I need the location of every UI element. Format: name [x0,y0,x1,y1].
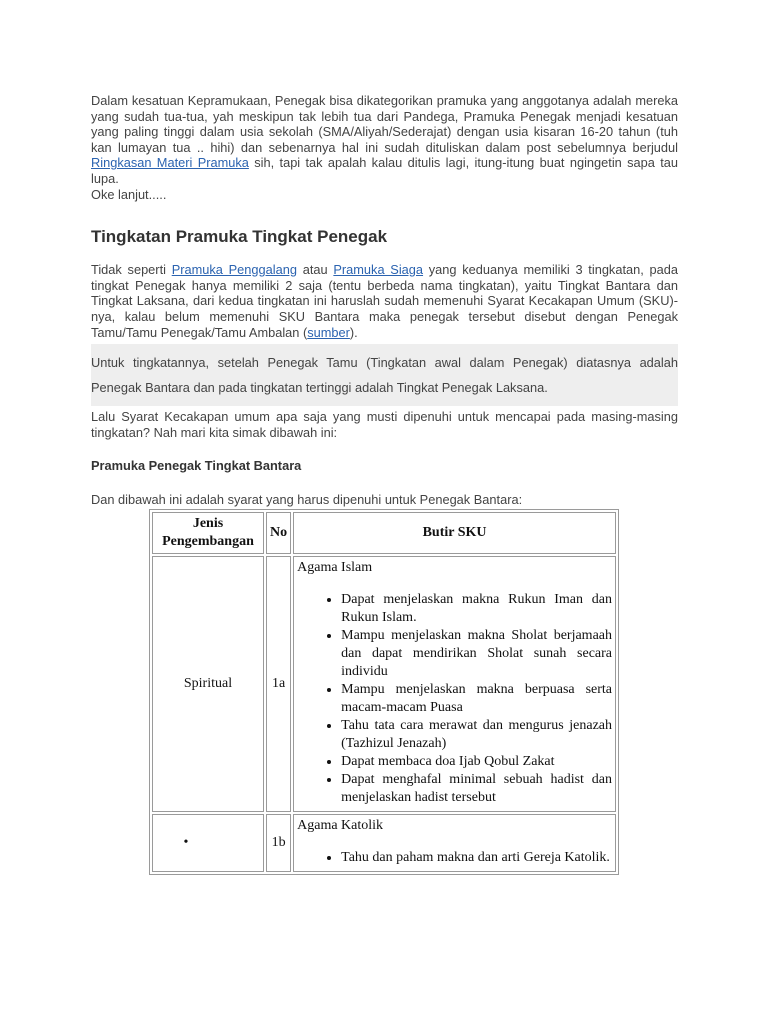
sku-intro-paragraph: Lalu Syarat Kecakapan umum apa saja yang musti dipenuhi untuk mencapai pada masing-masing tingkatan? Nah mari kita simak dibawah ini: [91,409,678,440]
header-no: No [266,512,291,554]
list-item: • Dapat membaca doa Ijab Qobul Zakat [341,753,612,771]
list-item: • Mampu menjelaskan makna Sholat berjamaah dan dapat mendirikan Sholat sunah secara individu [341,627,612,681]
list-item: • Mampu menjelaskan makna berpuasa serta macam-macam Puasa [341,681,612,717]
butir-cell [293,556,616,812]
ringkasan-materi-link[interactable]: Ringkasan Materi Pramuka [91,155,249,171]
table-row [152,556,616,812]
pramuka-penggalang-link[interactable]: Pramuka Penggalang [171,262,297,278]
intro-text: Dalam kesatuan Kepramukaan, Penegak bisa dikategorikan pramuka yang anggotanya adalah mereka yang sudah tua-tua, yah meskipun tak lebih tua dari Pandega, Pramuka Penegak menjadi kesatuan yang paling tinggi dalam usia sekolah (SMA/Aliyah/Sederajat) dengan usia kisaran 16-20 tahun (tuh kan lumayan tua .. hihi) dan sebenarnya hal ini sudah dituliskan dalam post sebelumnya berjudul [91,93,678,155]
section-heading: Tingkatan Pramuka Tingkat Penegak [91,227,388,247]
list-item: • Tahu tata cara merawat dan mengurus jenazah (Tazhizul Jenazah) [341,717,612,753]
table-row [152,814,616,872]
header-butir: Butir SKU [293,512,616,554]
tingkatan-text-2: atau [296,262,334,278]
list-item: • Tahu dan paham makna dan arti Gereja Katolik. [341,849,612,867]
intro-text-end: sih, tapi tak apalah kalau ditulis lagi, itung-itung buat ngingetin sapa tau lupa. [91,155,678,186]
no-cell: 1a [266,556,291,812]
sumber-link[interactable]: sumber [307,324,350,340]
tingkatan-text-1: Tidak seperti [91,262,172,278]
butir-title: Agama Katolik [297,818,384,833]
header-jenis: Jenis Pengembangan [152,512,264,554]
list-item: • Dapat menghafal minimal sebuah hadist dan menjelaskan hadist tersebut [341,771,612,807]
butir-list [297,849,612,867]
highlight-paragraph: Untuk tingkatannya, setelah Penegak Tamu (Tingkatan awal dalam Penegak) diatasnya adalah Penegak Bantara dan pada tingkatan tertinggi adalah Tingkat Penegak Laksana. [91,344,678,406]
bantara-subheading: Pramuka Penegak Tingkat Bantara [91,458,302,474]
pramuka-siaga-link[interactable]: Pramuka Siaga [333,262,424,278]
intro-continue-text: Oke lanjut..... [91,186,167,202]
butir-title: Agama Islam [297,560,373,575]
article-body [91,93,678,508]
list-item: • Dapat menjelaskan makna Rukun Iman dan Rukun Islam. [341,591,612,627]
jenis-cell: • [152,814,264,872]
tingkatan-text-4: ). [349,324,358,340]
sku-table [149,509,619,875]
butir-list [297,591,612,807]
tingkatan-text-3: yang keduanya memiliki 3 tingkatan, pada tingkat Penegak hanya memiliki 2 saja (tentu berbeda nama tingkatan), yaitu Tingkat Bantara dan Tingkat Laksana, dari kedua tingkatan ini haruslah sudah memenuhi Syarat Kecakapan Umum (SKU)-nya, kalau belum memenuhi SKU Bantara maka penegak tersebut disebut dengan Penegak Tamu/Tamu Penegak/Tamu Ambalan ( [91,262,678,340]
table-header-row [152,512,616,554]
tingkatan-paragraph [91,262,678,340]
jenis-cell: Spiritual [152,556,264,812]
bantara-intro-paragraph: Dan dibawah ini adalah syarat yang harus dipenuhi untuk Penegak Bantara: [91,491,523,507]
intro-paragraph [91,93,678,202]
no-cell: 1b [266,814,291,872]
butir-cell [293,814,616,872]
